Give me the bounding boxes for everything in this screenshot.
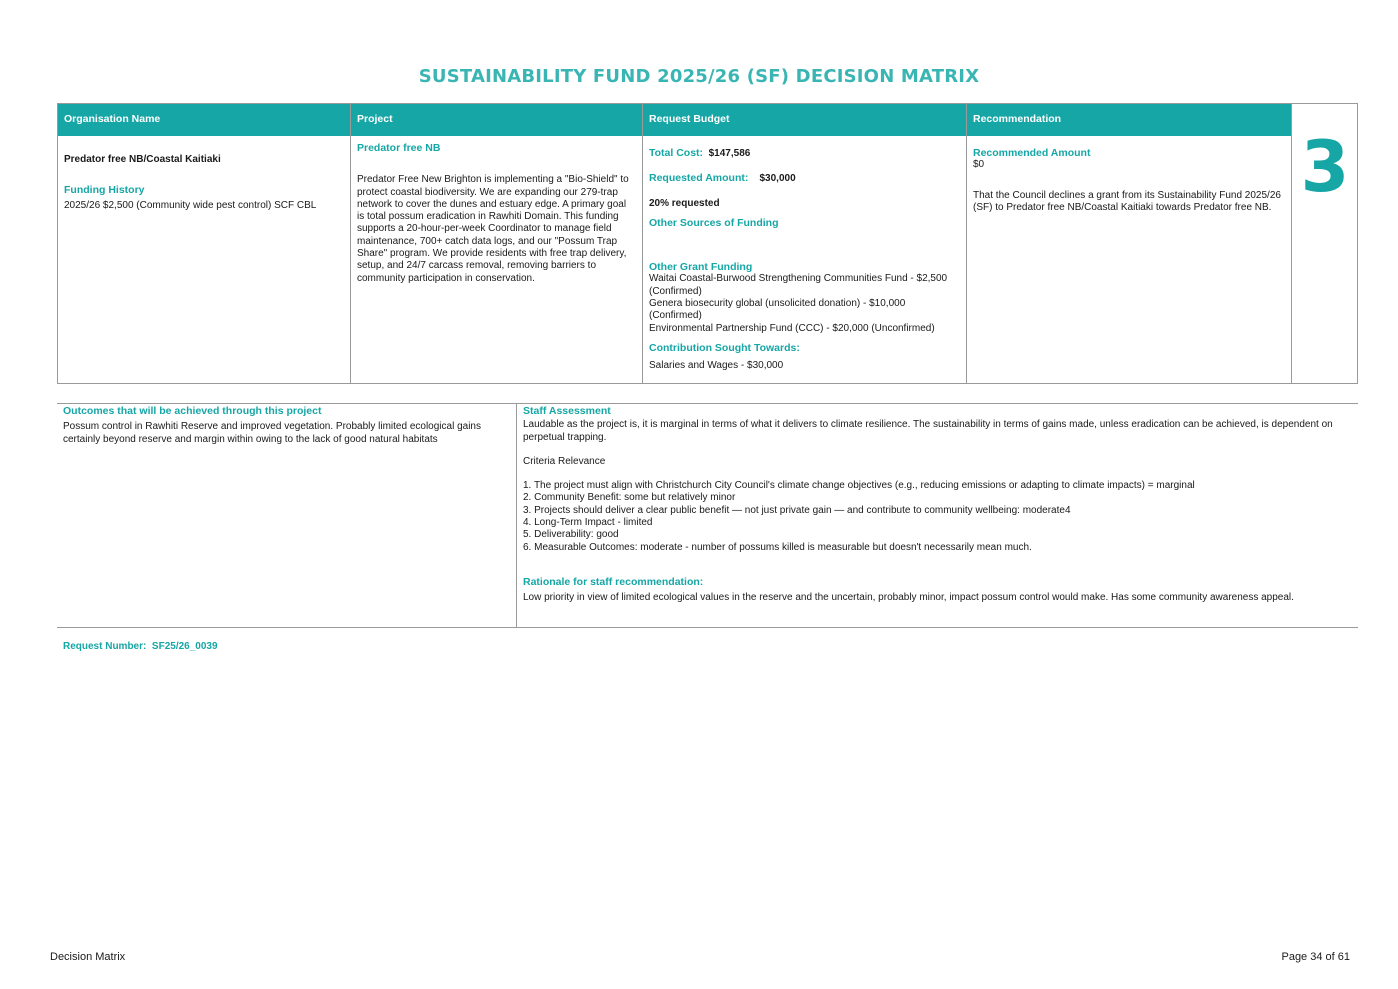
budget-column: [643, 104, 967, 383]
rationale-label: Rationale for staff recommendation:: [523, 575, 704, 588]
recommendation-column: [967, 104, 1292, 383]
recommended-amount-value: $0: [973, 159, 985, 171]
criteria-item: 2. Community Benefit: some but relatively minor: [523, 492, 736, 504]
criteria-item: 4. Long-Term Impact - limited: [523, 517, 653, 529]
other-grant-item: Environmental Partnership Fund (CCC) - $20,000 (Unconfirmed): [649, 322, 935, 334]
staff-assessment-cell: [517, 404, 1357, 627]
requested-amount-value: $30,000: [759, 173, 796, 185]
project-description: Predator Free New Brighton is implementing a "Bio-Shield" to protect coastal biodiversity. We are expanding our 279-trap network to cover the dunes and estuary edge. A primary goal is total possum eradication in Rawhiti Domain. This funding supports a 20-hour-per-week Coordinator to manage field maintenance, 700+ catch data logs, and our "Possum Trap Share" program. We provide residents with free trap delivery, setup, and 24/7 carcass removal, removing barriers to community participation in conservation.: [357, 174, 629, 284]
recommendation-header: Recommendation: [967, 104, 1291, 136]
page-title: SUSTAINABILITY FUND 2025/26 (SF) DECISION MATRIX: [418, 66, 980, 87]
total-cost-label: Total Cost:: [649, 147, 704, 159]
decision-matrix-table: [57, 103, 1358, 384]
percent-requested: 20% requested: [649, 197, 720, 209]
org-column: [58, 104, 351, 383]
funding-history-value: 2025/26 $2,500 (Community wide pest control) SCF CBL: [64, 199, 317, 211]
other-grant-item: Waitai Coastal-Burwood Strengthening Communities Fund - $2,500 (Confirmed): [649, 273, 948, 297]
recommendation-text: That the Council declines a grant from its Sustainability Fund 2025/26 (SF) to Predator free NB/Coastal Kaitiaki towards Predator free NB.: [973, 189, 1281, 213]
other-sources-label: Other Sources of Funding: [649, 216, 779, 229]
contribution-value: Salaries and Wages - $30,000: [649, 360, 784, 372]
funding-history-label: Funding History: [64, 184, 145, 197]
criteria-item: 6. Measurable Outcomes: moderate - number of possums killed is measurable but doesn't necessarily mean much.: [523, 541, 1032, 553]
other-grant-funding-label: Other Grant Funding: [649, 261, 753, 274]
criteria-item: 5. Deliverability: good: [523, 529, 619, 541]
criteria-item: 3. Projects should deliver a clear public benefit — not just private gain — and contribute to community wellbeing: moderate4: [523, 504, 1071, 516]
org-name: Predator free NB/Coastal Kaitiaki: [64, 154, 221, 165]
budget-header: Request Budget: [643, 104, 966, 136]
project-column: [351, 104, 643, 383]
outcomes-label: Outcomes that will be achieved through this project: [63, 405, 322, 417]
priority-number: 3: [1300, 126, 1350, 208]
outcomes-text: Possum control in Rawhiti Reserve and improved vegetation. Probably limited ecological gains certainly beyond reserve and margin within owing to the lack of good natural habitats: [63, 421, 481, 445]
org-header: Organisation Name: [58, 104, 350, 136]
staff-assessment-label: Staff Assessment: [523, 405, 611, 417]
recommended-amount-label: Recommended Amount: [973, 147, 1091, 159]
requested-amount-label: Requested Amount:: [649, 172, 749, 185]
staff-assessment-text: Laudable as the project is, it is marginal in terms of what it delivers to climate resilience. The sustainability in terms of gains made, unless eradication can be achieved, is dependent on perpetual trapping.: [523, 419, 1333, 443]
project-header: Project: [351, 104, 642, 136]
rationale-text: Low priority in view of limited ecological values in the reserve and the uncertain, probably minor, impact possum control would make. Has some community awareness appeal.: [523, 592, 1294, 604]
footer-page-number: Page 34 of 61: [1281, 951, 1350, 963]
request-number: [63, 641, 218, 652]
assessment-section: [57, 403, 1358, 628]
request-number-label: Request Number:: [63, 641, 147, 652]
request-number-value: SF25/26_0039: [151, 641, 218, 652]
other-grant-item: Genera biosecurity global (unsolicited donation) - $10,000 (Confirmed): [649, 298, 906, 322]
project-name: Predator free NB: [357, 142, 441, 154]
priority-column: [1292, 104, 1358, 383]
criteria-item: 1. The project must align with Christchurch City Council's climate change objectives (e.g., reducing emissions or adapting to climate impacts) = marginal: [523, 480, 1195, 492]
outcomes-cell: [57, 404, 517, 627]
total-cost-value: $147,586: [708, 148, 751, 159]
contribution-label: Contribution Sought Towards:: [649, 341, 800, 354]
criteria-heading: Criteria Relevance: [523, 455, 606, 467]
footer-doc-title: Decision Matrix: [50, 951, 126, 963]
